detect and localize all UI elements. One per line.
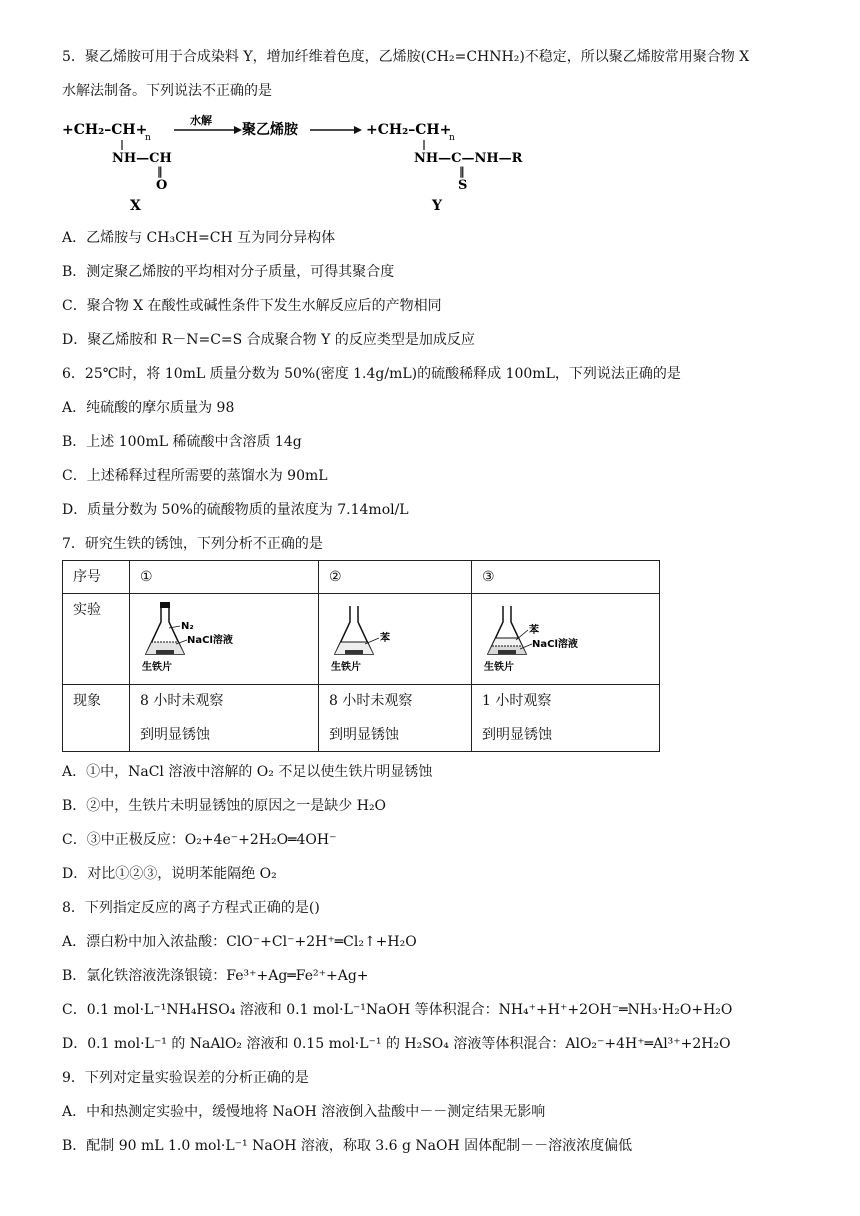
- stopper: [160, 602, 170, 608]
- phenomenon-2-line1: 8 小时未观察: [329, 693, 413, 709]
- polyvinylamine-label: 聚乙烯胺: [242, 122, 298, 138]
- header-cell-3: ③: [472, 561, 660, 594]
- experiment-cell-2: [319, 594, 472, 685]
- x-subscript-n: n: [145, 133, 151, 143]
- x-double-bond: ‖: [157, 165, 163, 178]
- q6-option-b: B．上述 100mL 稀硫酸中含溶质 14g: [62, 434, 302, 450]
- label-nacl-1: NaCl溶液: [187, 635, 233, 646]
- flask-3-figure: [482, 600, 612, 676]
- q7-option-b: B．②中，生铁片未明显锈蚀的原因之一是缺少 H₂O: [62, 798, 387, 814]
- phenomenon-cell-1: [130, 685, 319, 752]
- header-cell-1: ①: [130, 561, 319, 594]
- q9-option-a: A．中和热测定实验中，缓慢地将 NaOH 溶液倒入盐酸中－－测定结果无影响: [62, 1104, 546, 1120]
- x-oxygen: O: [156, 178, 168, 193]
- q8-option-c: C．0.1 mol·L⁻¹NH₄HSO₄ 溶液和 0.1 mol·L⁻¹NaOH 等体积混合：NH₄⁺+H⁺+2OH⁻═NH₃·H₂O+H₂O: [62, 1002, 733, 1018]
- arrow-2-head: [354, 126, 362, 134]
- experiment-cell-1: [130, 594, 319, 685]
- q5-stem-line1: 5．聚乙烯胺可用于合成染料 Y，增加纤维着色度，乙烯胺(CH₂=CHNH₂)不稳定，所以聚乙烯胺常用聚合物 X: [62, 49, 750, 65]
- phenomenon-1-line2: 到明显锈蚀: [140, 727, 210, 743]
- q7-option-c: C．③中正极反应：O₂+4e⁻+2H₂O═4OH⁻: [62, 832, 337, 848]
- q8-stem: 8．下列指定反应的离子方程式正确的是(): [62, 900, 320, 916]
- q6-option-a: A．纯硫酸的摩尔质量为 98: [62, 400, 235, 416]
- label-benzene-3: 苯: [529, 625, 539, 636]
- experiment-cell-3: [472, 594, 660, 685]
- header-cell-2: ②: [319, 561, 472, 594]
- arrow-1-head: [234, 126, 242, 134]
- x-backbone: +CH₂–CH+: [62, 122, 148, 138]
- phenomenon-1-line1: 8 小时未观察: [140, 693, 224, 709]
- y-sulfur: S: [458, 178, 468, 193]
- phenomenon-3-line2: 到明显锈蚀: [482, 727, 552, 743]
- q7-stem: 7．研究生铁的锈蚀，下列分析不正确的是: [62, 536, 323, 552]
- q5-option-c: C．聚合物 X 在酸性或碱性条件下发生水解反应后的产物相同: [62, 298, 442, 314]
- q6-option-c: C．上述稀释过程所需要的蒸馏水为 90mL: [62, 468, 328, 484]
- label-n2: N₂: [181, 621, 194, 632]
- q8-option-b: B．氯化铁溶液洗涤银镜：Fe³⁺+Ag═Fe²⁺+Ag+: [62, 968, 369, 984]
- x-label: X: [130, 198, 141, 214]
- iron-sheet: [498, 650, 516, 654]
- q8-option-d: D．0.1 mol·L⁻¹ 的 NaAlO₂ 溶液和 0.15 mol·L⁻¹ 的 H₂SO₄ 溶液等体积混合：AlO₂⁻+4H⁺═Al³⁺+2H₂O: [62, 1036, 731, 1052]
- y-double-bond: ‖: [459, 165, 465, 178]
- x-pendant: NH—CH: [112, 151, 172, 166]
- q5-option-a: A．乙烯胺与 CH₃CH=CH 互为同分异构体: [62, 230, 336, 246]
- q7-option-d: D．对比①②③，说明苯能隔绝 O₂: [62, 866, 277, 882]
- iron-sheet: [156, 650, 174, 654]
- header-cell-no: 序号: [63, 561, 130, 594]
- q5-stem-line2: 水解法制备。下列说法不正确的是: [62, 83, 272, 99]
- flask-1-figure: [140, 600, 260, 676]
- iron-sheet: [345, 650, 363, 654]
- label-iron-3: 生铁片: [484, 662, 514, 673]
- label-nacl-3: NaCl溶液: [532, 639, 578, 650]
- y-pendant: NH—C—NH—R: [414, 151, 523, 166]
- y-backbone: +CH₂–CH+: [366, 122, 452, 138]
- q7-experiment-table: [62, 560, 660, 752]
- q9-option-b: B．配制 90 mL 1.0 mol·L⁻¹ NaOH 溶液，称取 3.6 g NaOH 固体配制－－溶液浓度偏低: [62, 1138, 633, 1154]
- q5-reaction-scheme: [62, 112, 562, 216]
- flask-2-figure: [329, 600, 439, 676]
- y-label: Y: [432, 198, 442, 214]
- experiment-label: 实验: [63, 594, 130, 685]
- phenomenon-cell-2: [319, 685, 472, 752]
- phenomenon-label: 现象: [63, 685, 130, 752]
- hydrolysis-label: 水解: [190, 114, 212, 127]
- q6-stem: 6．25℃时，将 10mL 质量分数为 50%(密度 1.4g/mL)的硫酸稀释成 100mL，下列说法正确的是: [62, 366, 681, 382]
- q5-option-d: D．聚乙烯胺和 R－N=C=S 合成聚合物 Y 的反应类型是加成反应: [62, 332, 475, 348]
- q6-option-d: D．质量分数为 50%的硫酸物质的量浓度为 7.14mol/L: [62, 502, 409, 518]
- q7-option-a: A．①中，NaCl 溶液中溶解的 O₂ 不足以使生铁片明显锈蚀: [62, 764, 433, 780]
- label-iron-1: 生铁片: [142, 662, 172, 673]
- table-phenomenon-row: [63, 685, 660, 752]
- table-header-row: [63, 561, 660, 594]
- q8-option-a: A．漂白粉中加入浓盐酸：ClO⁻+Cl⁻+2H⁺═Cl₂↑+H₂O: [62, 934, 417, 950]
- table-experiment-row: [63, 594, 660, 685]
- label-iron-2: 生铁片: [331, 662, 361, 673]
- q9-stem: 9．下列对定量实验误差的分析正确的是: [62, 1070, 309, 1086]
- phenomenon-3-line1: 1 小时观察: [482, 693, 552, 709]
- phenomenon-cell-3: [472, 685, 660, 752]
- phenomenon-2-line2: 到明显锈蚀: [329, 727, 399, 743]
- label-benzene-2: 苯: [380, 633, 390, 644]
- q5-option-b: B．测定聚乙烯胺的平均相对分子质量，可得其聚合度: [62, 264, 395, 280]
- y-subscript-n: n: [449, 133, 455, 143]
